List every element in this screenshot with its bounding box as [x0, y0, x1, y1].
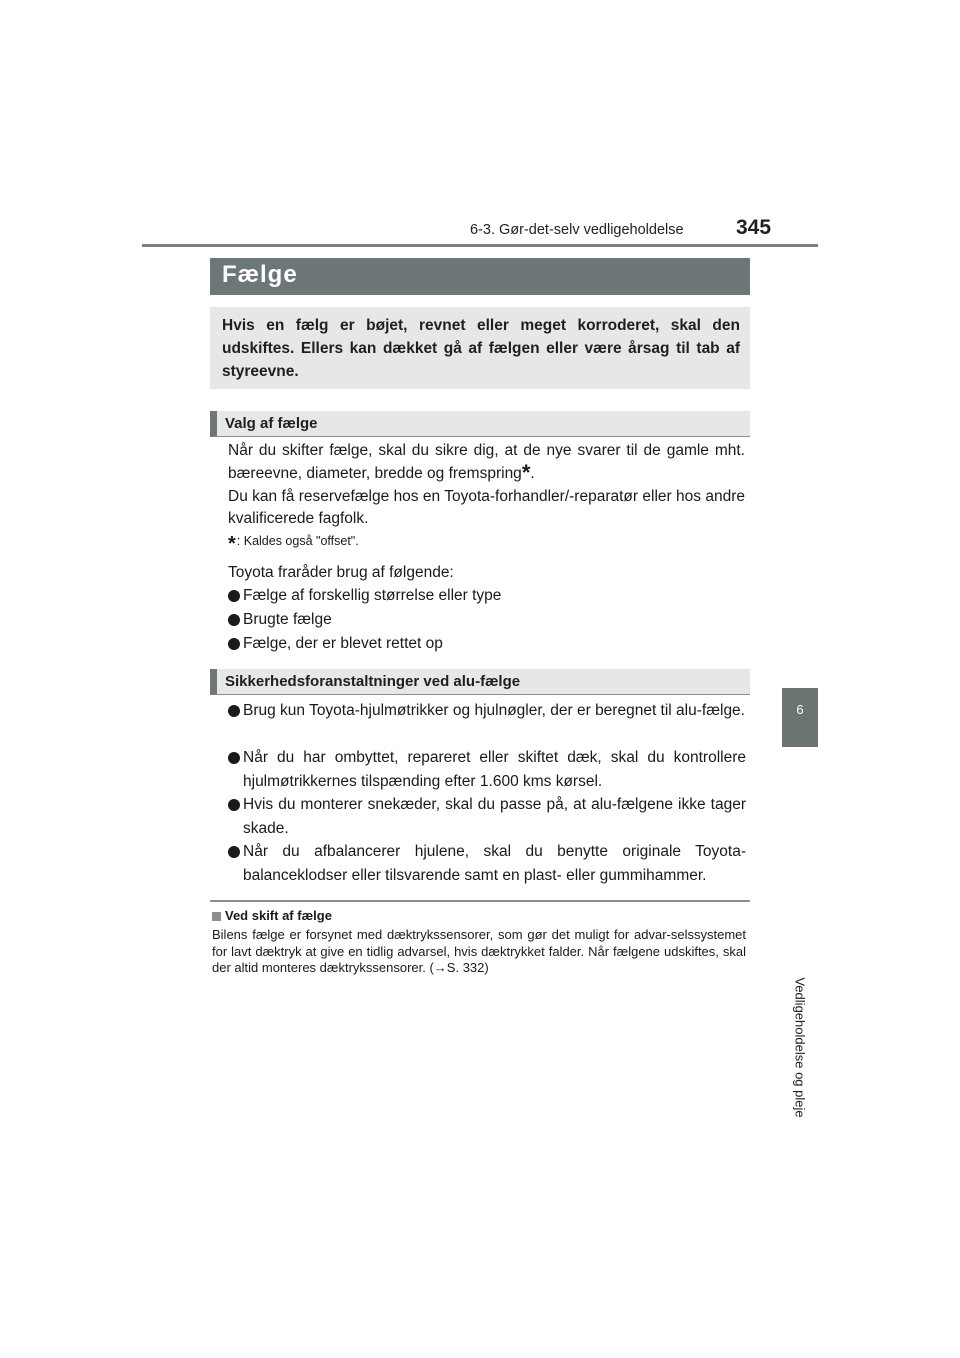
- note-title: Ved skift af fælge: [225, 908, 332, 923]
- paragraph-wheel-match-text: Når du skifter fælge, skal du sikre dig, at de nye svarer til de gamle mht. bæreevne, diameter, bredde og fremspring: [228, 442, 745, 482]
- note-body: Bilens fælge er forsynet med dæktrykssensorer, som gør det muligt for advar-selssystemet for lavt dæktryk at give en tidlig advarsel, hvis dæktrykket falder. Når fælgene udskiftes, skal der altid monteres dæktrykssensorer. (→S. 332): [212, 927, 746, 975]
- paragraph-wheel-match-end: .: [530, 465, 535, 482]
- chapter-side-title: Vedligeholdelse og pleje: [792, 977, 808, 1118]
- page-number: 345: [736, 216, 772, 239]
- bullet-icon: [228, 799, 240, 811]
- bullet-icon: [228, 705, 240, 717]
- list-item: [228, 699, 746, 723]
- list-item-text: Brugte fælge: [243, 611, 332, 628]
- header-section-title: 6-3. Gør-det-selv vedligeholdelse: [470, 222, 684, 238]
- section-heading-alloy-precautions: Sikkerhedsforanstaltninger ved alu-fælge: [210, 669, 750, 695]
- header-divider: [142, 244, 818, 247]
- list-item-text: Når du har ombyttet, repareret eller skiftet dæk, skal du kontrollere hjulmøtrikkernes tilspænding efter 1.600 kms kørsel.: [243, 749, 746, 790]
- page-header: [0, 0, 960, 250]
- list-item: [228, 584, 746, 608]
- page-title: Fælge: [210, 258, 750, 295]
- bullet-icon: [228, 752, 240, 764]
- bullet-icon: [228, 614, 240, 626]
- list-item: [228, 632, 746, 656]
- list-item: [228, 608, 746, 632]
- intro-box: Hvis en fælg er bøjet, revnet eller meget korroderet, skal den udskiftes. Ellers kan dækket gå af fælgen eller være årsag til tab af styreevne.: [210, 307, 750, 389]
- footnote: [228, 533, 359, 556]
- list-item-text: Når du afbalancerer hjulene, skal du benytte originale Toyota-balanceklodser eller tilsvarende samt en plast- eller gummihammer.: [243, 843, 746, 884]
- bullet-icon: [228, 846, 240, 858]
- chapter-tab[interactable]: 6: [782, 688, 818, 747]
- bullet-icon: [228, 590, 240, 602]
- list-item: [228, 840, 746, 888]
- advice-intro: Toyota fraråder brug af følgende:: [228, 564, 454, 581]
- section-divider: [210, 900, 750, 902]
- section-heading-wheel-choice: Valg af fælge: [210, 411, 750, 437]
- footnote-marker: *: [521, 460, 531, 485]
- note-square-icon: [212, 912, 221, 921]
- footnote-text: : Kaldes også "offset".: [236, 534, 359, 548]
- bullet-icon: [228, 638, 240, 650]
- list-item-text: Fælge af forskellig størrelse eller type: [243, 587, 502, 604]
- list-item-text: Hvis du monterer snekæder, skal du passe på, at alu-fælgene ikke tager skade.: [243, 796, 746, 837]
- list-item: [228, 793, 746, 841]
- paragraph-spare-wheels: Du kan få reservefælge hos en Toyota-forhandler/-reparatør eller hos andre kvalificerede fagfolk.: [228, 488, 745, 527]
- paragraph-wheel-match: [228, 440, 745, 485]
- list-item-text: Brug kun Toyota-hjulmøtrikker og hjulnøgler, der er beregnet til alu-fælge.: [243, 702, 745, 719]
- list-item: [228, 746, 746, 794]
- footnote-star: *: [228, 533, 236, 555]
- list-item-text: Fælge, der er blevet rettet op: [243, 635, 443, 652]
